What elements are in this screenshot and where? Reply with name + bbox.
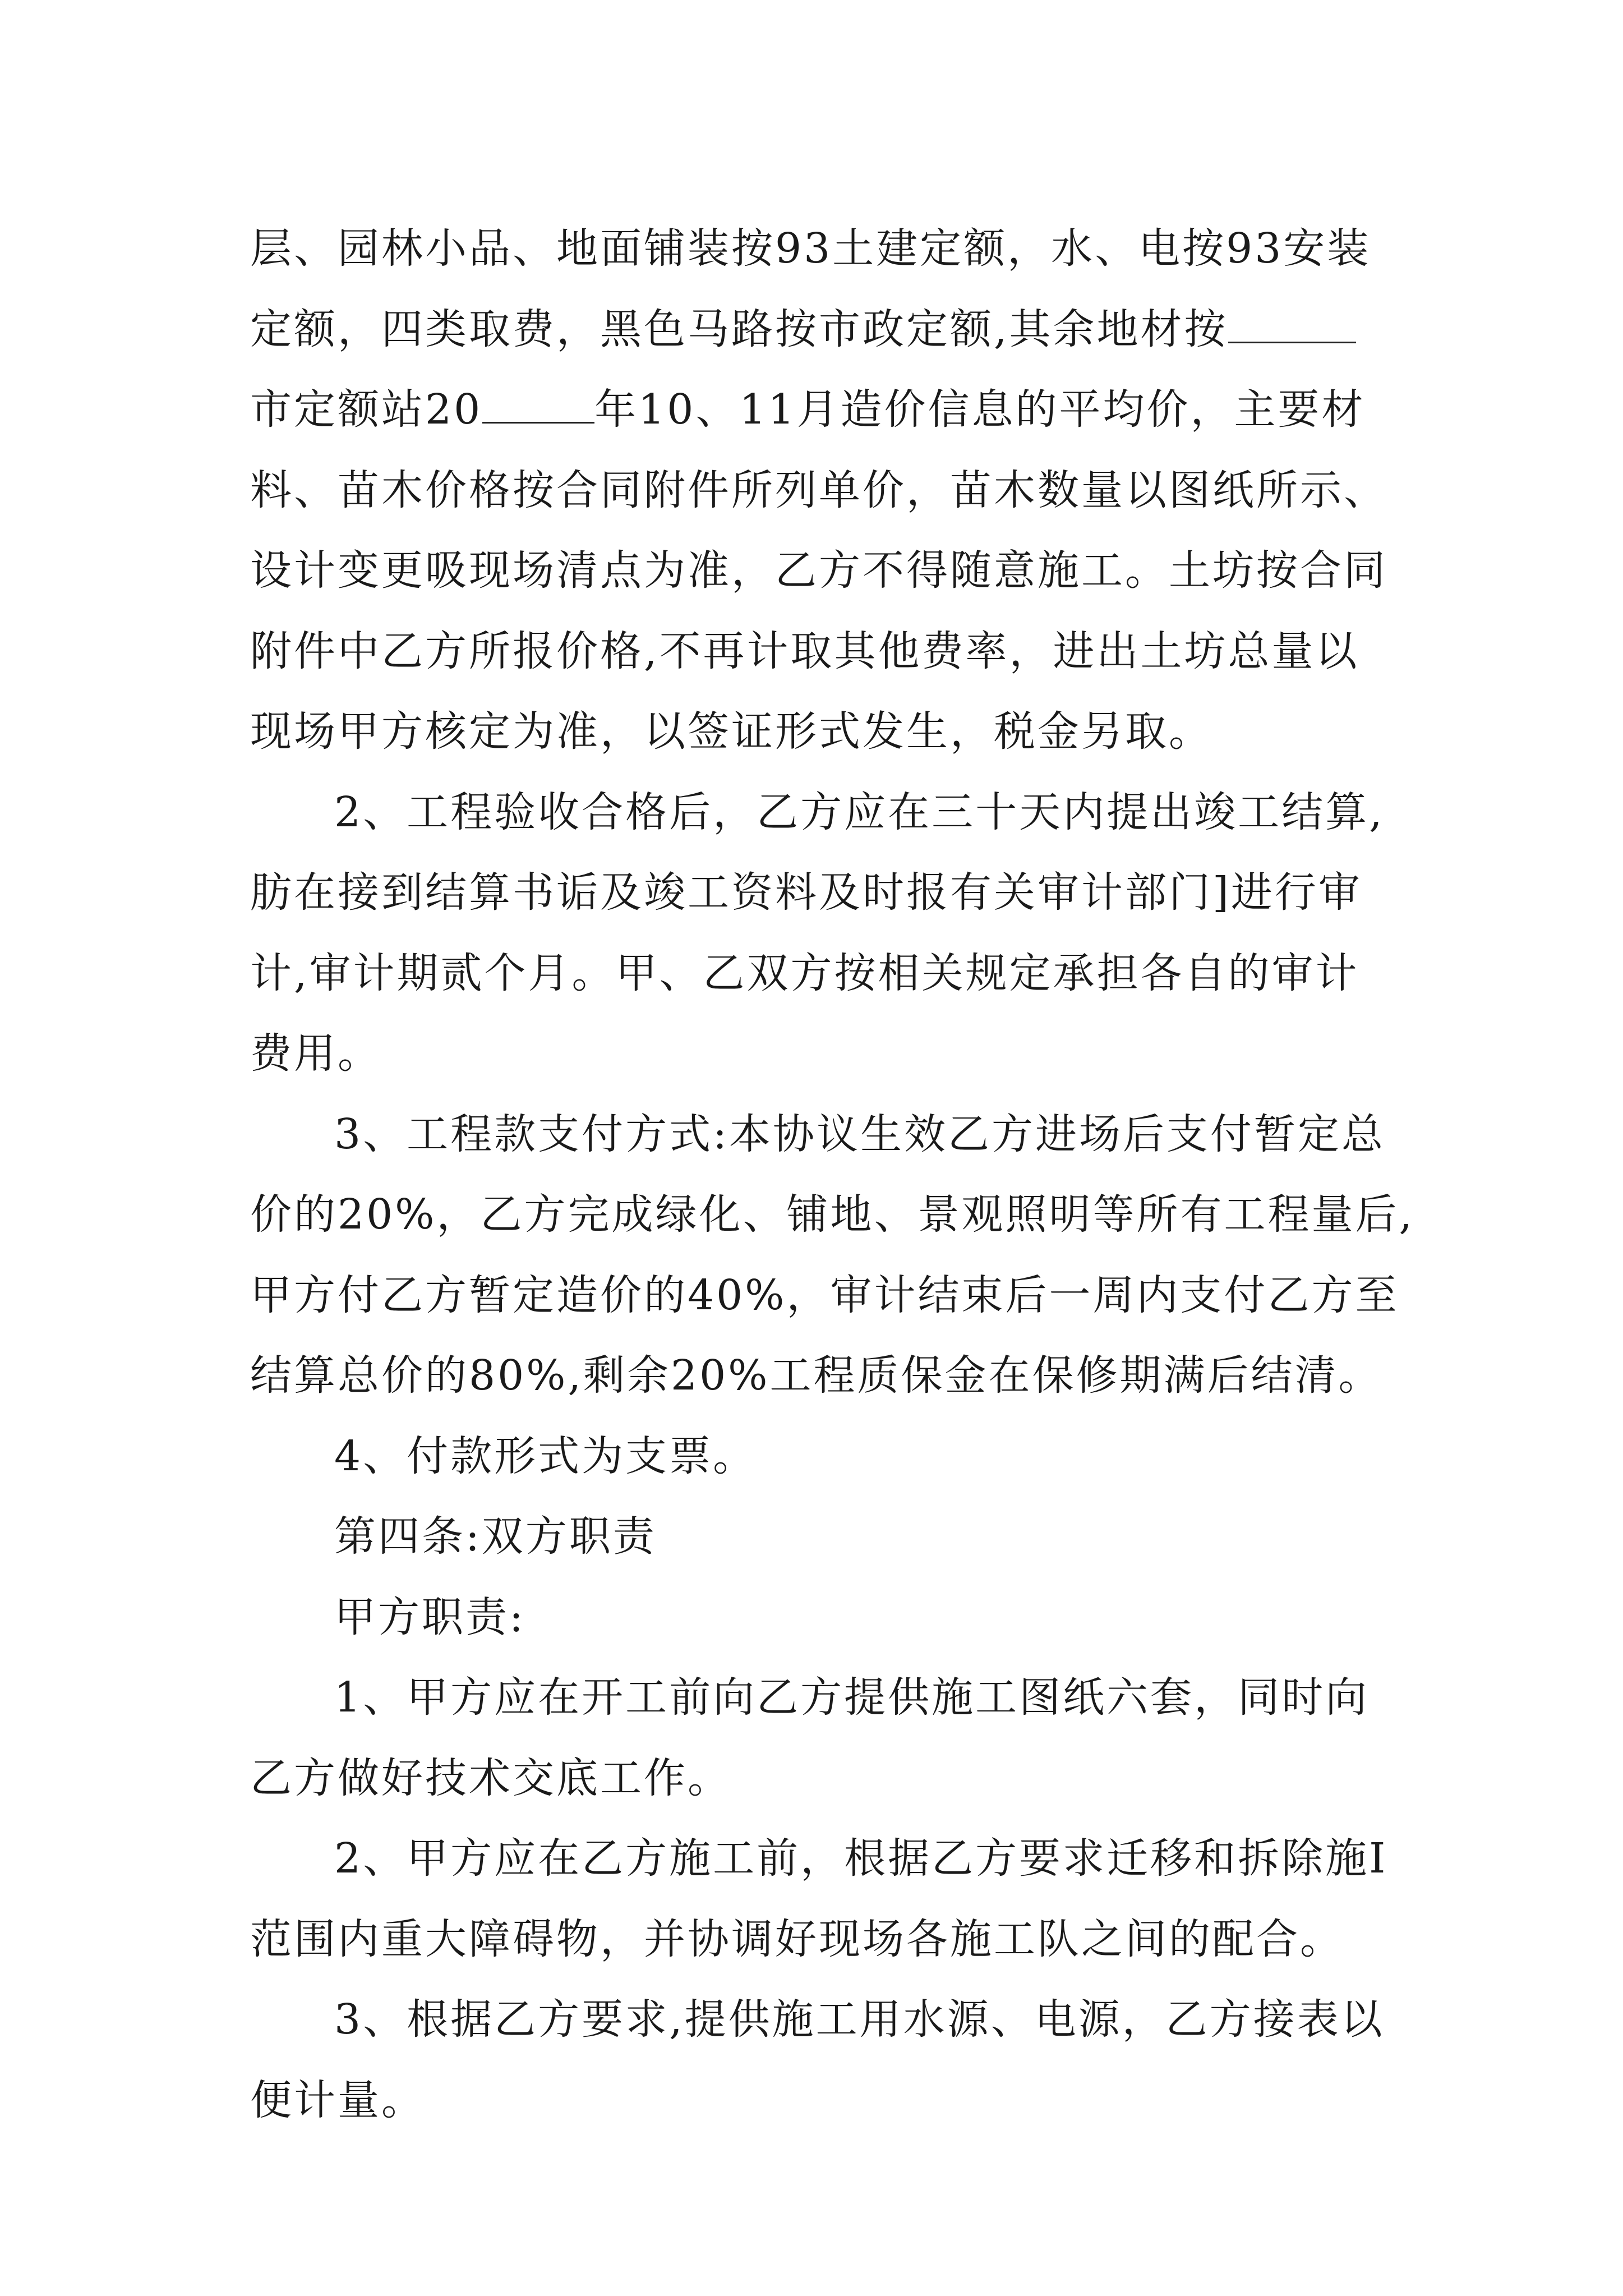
text-line	[250, 1658, 1380, 1738]
text-segment: 料、苗木价格按合同附件所列单价，苗木数量以图纸所示、	[250, 466, 1387, 514]
text-line	[250, 1014, 1380, 1094]
text-segment: 2、工程验收合格后，乙方应在三十天内提出竣工结算,	[334, 788, 1385, 836]
text-segment: 价的20%，乙方完成绿化、铺地、景观照明等所有工程量后,	[250, 1190, 1414, 1239]
fill-in-blank	[1228, 306, 1356, 343]
text-line	[250, 1819, 1388, 1899]
text-line	[250, 1336, 1380, 1416]
document-body	[250, 209, 1414, 2141]
text-segment: 范围内重大障碍物，并协调好现场各施工队之间的配合。	[250, 1915, 1344, 1963]
text-segment: 甲方付乙方暂定造价的40%，审计结束后一周内支付乙方至	[250, 1271, 1399, 1319]
text-segment: 设计变更吸现场清点为准，乙方不得随意施工。土坊按合同	[250, 546, 1387, 595]
text-line	[250, 1255, 1399, 1336]
text-segment: 4、付款形式为支票。	[334, 1432, 757, 1480]
text-line	[250, 209, 1380, 289]
text-segment: 费用。	[250, 1029, 381, 1078]
subsection-heading	[250, 1577, 1380, 1658]
text-line	[250, 450, 1387, 531]
text-line	[250, 2060, 1380, 2141]
text-segment: 市定额站20	[250, 385, 483, 434]
section-heading	[250, 1497, 1380, 1577]
text-segment: 便计量。	[250, 2076, 425, 2124]
text-segment: 现场甲方核定为准，以签证形式发生，税金另取。	[250, 707, 1212, 756]
text-line	[250, 1175, 1414, 1255]
text-segment: 层、园林小品、地面铺装按93土建定额，水、电按93安装	[250, 224, 1371, 273]
text-segment: 肪在接到结算书诟及竣工资料及时报有关审计部门]进行审	[250, 868, 1362, 917]
text-segment: 结算总价的80%,剩余20%工程质保金在保修期满后结清。	[250, 1351, 1382, 1400]
text-segment: 年10、11月造价信息的平均价，主要材	[594, 385, 1366, 434]
fill-in-blank	[482, 386, 594, 424]
text-segment: 定额，四类取费，黑色马路按市政定额,其余地材按	[250, 305, 1228, 353]
text-segment: 计,审计期贰个月。甲、乙双方按相关规定承担各自的审计	[250, 949, 1359, 997]
text-segment: 2、甲方应在乙方施工前，根据乙方要求迁移和拆除施I	[334, 1834, 1388, 1883]
text-segment: 乙方做好技术交底工作。	[250, 1754, 731, 1802]
text-segment: 甲方职责:	[334, 1593, 525, 1641]
text-segment: 附件中乙方所报价格,不再计取其他费率，进出土坊总量以	[250, 627, 1359, 675]
text-segment: 3、根据乙方要求,提供施工用水源、电源，乙方接表以	[334, 1995, 1385, 2044]
text-line	[250, 531, 1387, 611]
text-line	[250, 370, 1380, 450]
text-line	[250, 1416, 1380, 1497]
text-line	[250, 1980, 1385, 2060]
text-segment: 1、甲方应在开工前向乙方提供施工图纸六套，同时向	[334, 1673, 1370, 1722]
text-segment: 3、工程款支付方式:本协议生效乙方进场后支付暂定总	[334, 1110, 1386, 1158]
text-line	[250, 772, 1385, 853]
text-line	[250, 1738, 1380, 1819]
text-line	[250, 611, 1380, 692]
text-line	[250, 289, 1380, 370]
text-line	[250, 1094, 1386, 1175]
text-line	[250, 692, 1380, 772]
text-line	[250, 933, 1380, 1014]
text-line	[250, 1899, 1380, 1980]
text-segment: 第四条:双方职责	[334, 1512, 657, 1561]
text-line	[250, 853, 1380, 933]
